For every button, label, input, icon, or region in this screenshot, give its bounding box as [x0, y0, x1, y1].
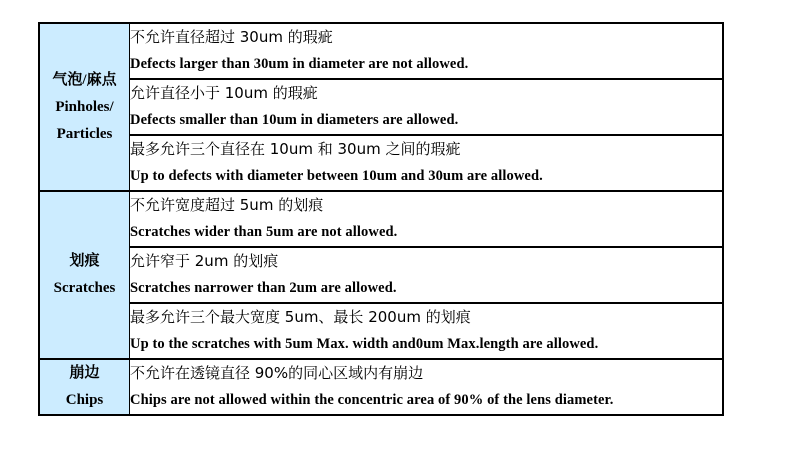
rule-text-en: Up to defects with diameter between 10um and 30um are allowed. [130, 168, 543, 184]
rule-cell [130, 359, 724, 415]
category-label-en: Scratches [53, 280, 116, 296]
rule-cell [130, 135, 724, 191]
table-row [39, 79, 723, 135]
table-row [39, 303, 723, 359]
rule-text-en: Scratches narrower than 2um are allowed. [130, 280, 397, 296]
category-cell-pinholes [39, 23, 130, 191]
table-row [39, 23, 723, 79]
category-label-en: Particles [56, 125, 113, 142]
rule-cell [130, 23, 724, 79]
rule-cell [130, 191, 724, 247]
rule-text-en: Defects larger than 30um in diameter are not allowed. [130, 56, 469, 72]
table-row [39, 135, 723, 191]
table-row [39, 247, 723, 303]
category-cell-scratches [39, 191, 130, 359]
rule-cell [130, 247, 724, 303]
table-row [39, 191, 723, 247]
table-row [39, 359, 723, 415]
category-label-en: Pinholes/ [55, 98, 114, 115]
rule-text-cn: 不允许直径超过 30um 的瑕疵 [130, 28, 333, 46]
rule-text-cn: 允许直径小于 10um 的瑕疵 [130, 84, 318, 102]
category-label-en: Chips [65, 392, 104, 408]
category-label-cn: 气泡/麻点 [52, 71, 117, 88]
rule-cell [130, 303, 724, 359]
rule-text-en: Chips are not allowed within the concentric area of 90% of the lens diameter. [130, 392, 614, 408]
category-label-cn: 划痕 [69, 253, 100, 269]
rule-text-cn: 不允许在透镜直径 90%的同心区域内有崩边 [130, 364, 424, 382]
rule-text-cn: 允许窄于 2um 的划痕 [130, 252, 279, 270]
rule-cell [130, 79, 724, 135]
rule-text-en: Defects smaller than 10um in diameters are allowed. [130, 112, 459, 128]
defect-spec-table [38, 22, 724, 416]
rule-text-cn: 最多允许三个直径在 10um 和 30um 之间的瑕疵 [130, 140, 461, 158]
rule-text-en: Up to the scratches with 5um Max. width and0um Max.length are allowed. [130, 336, 599, 352]
category-cell-chips [39, 359, 130, 415]
rule-text-en: Scratches wider than 5um are not allowed. [130, 224, 398, 240]
rule-text-cn: 不允许宽度超过 5um 的划痕 [130, 196, 324, 214]
rule-text-cn: 最多允许三个最大宽度 5um、最长 200um 的划痕 [130, 308, 471, 326]
category-label-cn: 崩边 [69, 365, 100, 381]
